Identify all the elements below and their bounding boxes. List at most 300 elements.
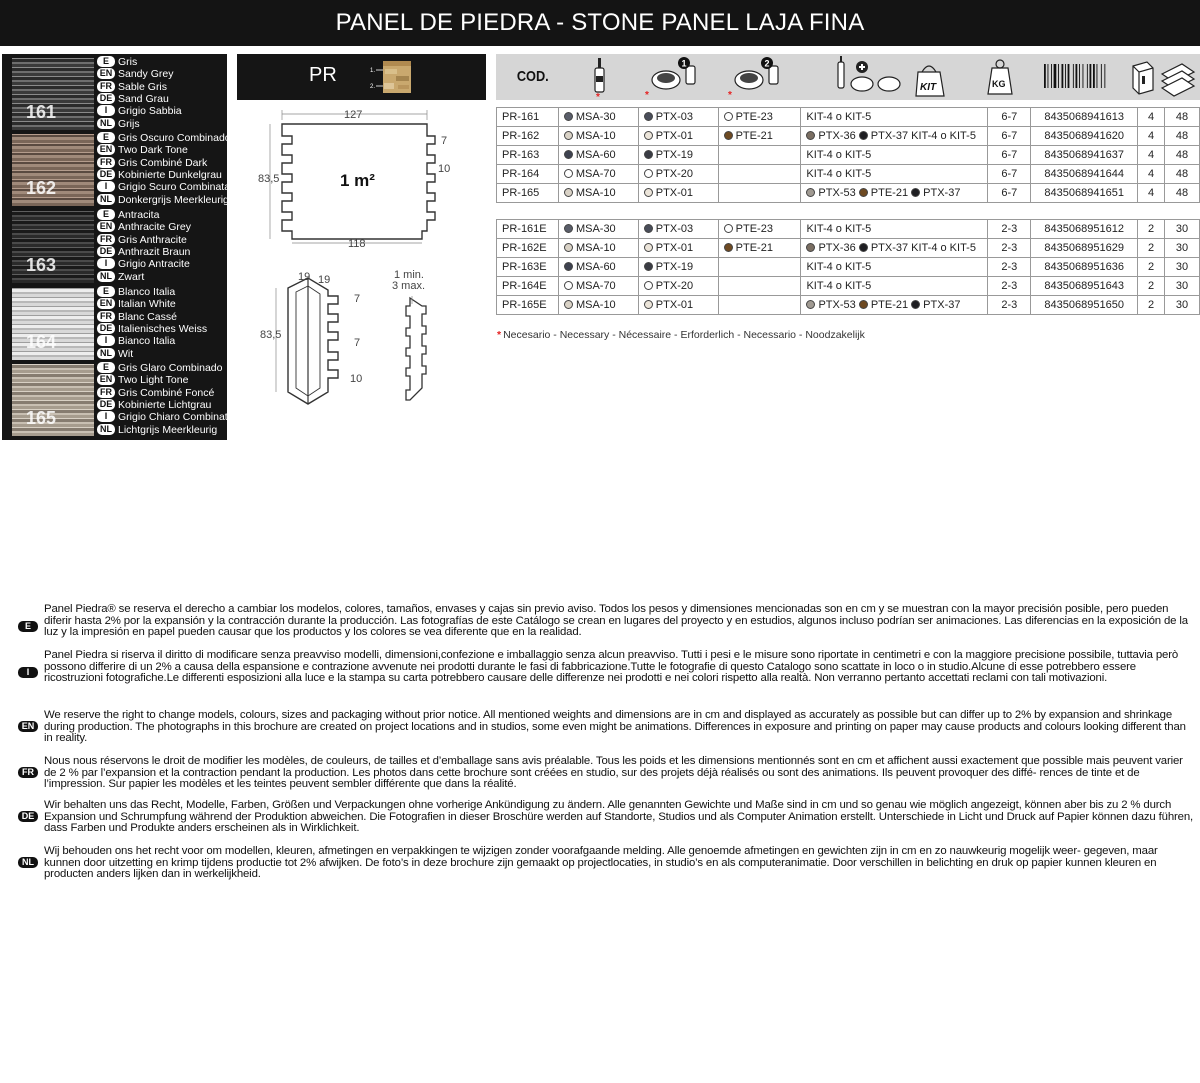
kit-cell [801, 127, 988, 146]
paint2-cell [718, 277, 801, 296]
paint1-code: PTX-20 [655, 168, 694, 180]
table-row [497, 165, 1200, 184]
paint-step-2-icon [728, 57, 778, 100]
color-name-line [97, 246, 190, 258]
sealant-cell [558, 165, 638, 184]
weight-cell: 2-3 [988, 277, 1031, 296]
kit-item: PTE-21 [870, 187, 909, 199]
sealant-cell [558, 146, 638, 165]
pallet-qty-cell: 48 [1165, 127, 1200, 146]
color-swatch-163 [2, 209, 227, 283]
language-tag: E [97, 362, 115, 373]
kit-cell [801, 108, 988, 127]
color-dot-icon [564, 131, 573, 140]
corner-tooth1-dimension: 7 [354, 293, 361, 305]
color-name: Donkergrijs Meerkleurig [118, 193, 229, 206]
color-name-line [97, 374, 188, 386]
language-tag: I [97, 411, 115, 422]
sealant-code: MSA-70 [575, 280, 616, 292]
color-dot-icon [564, 112, 573, 121]
color-name-line [97, 399, 211, 411]
step-2-number: 2 [764, 58, 770, 69]
table-row [497, 258, 1200, 277]
kg-label: KG [992, 79, 1006, 89]
kit-cell [801, 277, 988, 296]
color-dot-icon [564, 169, 573, 178]
paint2-code: PTE-21 [735, 242, 773, 254]
language-tag: DE [97, 169, 115, 180]
table-row [497, 127, 1200, 146]
color-name-line [97, 81, 167, 93]
color-dot-icon [644, 243, 653, 252]
weight-cell: 6-7 [988, 184, 1031, 203]
color-name: Kobinierte Lichtgrau [118, 398, 212, 411]
sealant-cell [558, 184, 638, 203]
svg-text:*: * [645, 90, 649, 100]
ean-cell: 8435068951612 [1031, 220, 1138, 239]
technical-drawing [240, 100, 490, 440]
color-name: Gris [118, 56, 138, 68]
color-dot-icon [564, 300, 573, 309]
language-tag: I [97, 181, 115, 192]
table-row [497, 239, 1200, 258]
product-code: PR-162 [497, 127, 559, 146]
language-tag: DE [97, 399, 115, 410]
color-dot-icon [564, 243, 573, 252]
ean-cell: 8435068941620 [1031, 127, 1138, 146]
language-tag: EN [97, 68, 115, 79]
color-name: Grigio Chiaro Combinata [118, 411, 234, 424]
color-dot-icon [644, 188, 653, 197]
language-tag: FR [18, 767, 38, 778]
pallet-qty-cell: 48 [1165, 146, 1200, 165]
paint1-code: PTX-01 [655, 242, 694, 254]
paint1-cell [638, 108, 718, 127]
color-dot-icon [564, 224, 573, 233]
sealant-cell [558, 127, 638, 146]
paint1-code: PTX-03 [655, 111, 694, 123]
box-qty-cell: 4 [1138, 184, 1165, 203]
color-name-line [97, 298, 176, 310]
kit-cell [801, 239, 988, 258]
color-name: Sand Grau [118, 92, 169, 105]
product-code: PR-161E [497, 220, 559, 239]
svg-text:*: * [728, 90, 732, 100]
color-name-line [97, 323, 207, 335]
language-tag: E [97, 132, 115, 143]
step-1-number: 1 [681, 58, 687, 69]
color-name: Antracita [118, 209, 160, 221]
language-tag: NL [97, 424, 115, 435]
paint2-cell [718, 146, 801, 165]
color-name: Lichtgrijs Meerkleurig [118, 423, 218, 436]
color-dot-icon [644, 112, 653, 121]
corner-piece-drawing [260, 271, 362, 404]
color-name-line [97, 93, 169, 105]
paint2-cell [718, 108, 801, 127]
kit-item: PTE-21 [870, 299, 909, 311]
ean-cell: 8435068951650 [1031, 296, 1138, 315]
language-tag: FR [97, 81, 115, 92]
pallet-qty-cell: 30 [1165, 220, 1200, 239]
color-name: Bianco Italia [118, 335, 176, 348]
paint2-cell [718, 239, 801, 258]
color-name-line [97, 271, 144, 283]
color-dot-icon [724, 224, 733, 233]
paint1-code: PTX-01 [655, 130, 694, 142]
pallet-qty-cell: 48 [1165, 108, 1200, 127]
color-name-line [97, 144, 188, 156]
paint2-code: PTE-21 [735, 130, 773, 142]
color-dot-icon [644, 224, 653, 233]
color-name: Grigio Antracite [118, 258, 190, 271]
kit-item: KIT-4 o KIT-5 [806, 280, 872, 292]
joint-max-label: 3 max. [392, 280, 426, 292]
kit-cell [801, 296, 988, 315]
sealant-code: MSA-10 [575, 242, 616, 254]
color-name-line [97, 132, 231, 144]
sealant-code: MSA-10 [575, 187, 616, 199]
tooth-dimension: 7 [441, 135, 448, 147]
paint2-cell [718, 127, 801, 146]
language-tag: I [18, 667, 38, 678]
disclaimer-text: Nous nous réservons le droit de modifier les modèles, de couleurs, de tailles et d’emballage sans avis préalable. Tous les poids et les dimensions mentionnés sont en cm et affichent aussi exactement que possible mais peuvent varier de 2 % par l’expansion et la contraction pendant la production. Les photos dans cette brochure sont créées en studio, sur des projets déjà réalisés ou sont des animations. Ils peuvent provoquer des diffé- rences de tinte et de l’impression. Sur papier les modèles et les teintes peuvent sembler différente que dans la réalité. [44, 755, 1183, 791]
sealant-code: MSA-10 [575, 130, 616, 142]
kit-item: PTX-37 [923, 187, 961, 199]
language-tag: NL [97, 194, 115, 205]
table-row [497, 220, 1200, 239]
ean-cell: 8435068941644 [1031, 165, 1138, 184]
sealant-code: MSA-30 [575, 223, 616, 235]
table-row [497, 184, 1200, 203]
kit-cell [801, 165, 988, 184]
paint1-cell [638, 146, 718, 165]
color-name: Two Light Tone [118, 374, 189, 387]
product-code: PR-162E [497, 239, 559, 258]
language-tag: NL [97, 271, 115, 282]
color-dot-icon [644, 281, 653, 290]
language-tag: EN [97, 144, 115, 155]
color-name: Two Dark Tone [118, 144, 188, 157]
product-code: PR-161 [497, 108, 559, 127]
color-dot-icon [806, 243, 815, 252]
weight-cell: 2-3 [988, 220, 1031, 239]
color-dot-icon [806, 188, 815, 197]
color-name: Italienisches Weiss [118, 322, 208, 335]
sealant-cell [558, 296, 638, 315]
corner-gap-dimension: 10 [350, 373, 363, 385]
language-tag: DE [97, 246, 115, 257]
color-name-line [97, 169, 222, 181]
color-name: Anthrazit Braun [118, 245, 191, 258]
box-qty-cell: 4 [1138, 108, 1165, 127]
color-name-line [97, 258, 190, 270]
weight-cell: 2-3 [988, 239, 1031, 258]
language-tag: DE [97, 93, 115, 104]
pallet-qty-cell: 30 [1165, 258, 1200, 277]
page-title: PANEL DE PIEDRA - STONE PANEL LAJA FINA [0, 0, 1200, 46]
pr-step-1: 1. [370, 68, 376, 74]
ean-cell: 8435068951629 [1031, 239, 1138, 258]
kit-item: PTX-37 KIT-4 o KIT-5 [870, 242, 976, 254]
product-code: PR-165 [497, 184, 559, 203]
sealant-code: MSA-30 [575, 111, 616, 123]
kit-item: PTX-37 [923, 299, 961, 311]
color-name-line [97, 335, 175, 347]
color-name-line [97, 286, 175, 298]
paint1-cell [638, 277, 718, 296]
paint1-code: PTX-01 [655, 187, 694, 199]
color-dot-icon [564, 281, 573, 290]
language-tag: NL [97, 348, 115, 359]
sealant-cell [558, 108, 638, 127]
color-name: Blanc Cassé [118, 310, 177, 323]
color-code: 162 [26, 178, 57, 198]
kit-item: KIT-4 o KIT-5 [806, 223, 872, 235]
color-name: Blanco Italia [118, 286, 176, 298]
paint1-cell [638, 127, 718, 146]
cod-header: COD. [516, 68, 549, 85]
paint1-cell [638, 239, 718, 258]
standard-panel-table [496, 107, 1200, 203]
color-name-line [97, 105, 182, 117]
panel-stack-icon [1162, 64, 1194, 96]
color-swatch-165 [2, 362, 234, 436]
color-name-line [97, 234, 187, 246]
pallet-qty-cell: 48 [1165, 165, 1200, 184]
box-qty-cell: 2 [1138, 258, 1165, 277]
flat-panel-drawing [258, 109, 450, 250]
language-tag: E [97, 209, 115, 220]
paint1-code: PTX-19 [655, 261, 694, 273]
table-row [497, 146, 1200, 165]
paint1-cell [638, 258, 718, 277]
box-icon [1133, 62, 1153, 94]
color-dot-icon [724, 112, 733, 121]
paint1-cell [638, 165, 718, 184]
color-name: Gris Combiné Foncé [118, 386, 215, 399]
ean-cell: 8435068941637 [1031, 146, 1138, 165]
table-header-bar [496, 54, 1200, 100]
color-name-line [97, 181, 230, 193]
color-dot-icon [859, 300, 868, 309]
svg-text:*: * [596, 92, 600, 100]
color-dot-icon [644, 150, 653, 159]
language-tag: DE [97, 323, 115, 334]
corner-a-dimension: 19 [298, 271, 311, 283]
sealant-code: MSA-70 [575, 168, 616, 180]
sealant-cell [558, 220, 638, 239]
language-tag: I [97, 258, 115, 269]
color-name-line [97, 194, 229, 206]
language-tag: DE [18, 811, 38, 822]
pallet-qty-cell: 48 [1165, 184, 1200, 203]
ean-cell: 8435068941613 [1031, 108, 1138, 127]
color-dot-icon [724, 243, 733, 252]
paint1-code: PTX-19 [655, 149, 694, 161]
language-tag: FR [97, 311, 115, 322]
disclaimer-text: Panel Piedra® se reserva el derecho a cambiar los modelos, colores, tamaños, envases y cajas sin previo aviso. Todos los pesos y dimensiones mencionadas son en cm y se muestran con la mayor precisión posible, pero pueden diferir hasta 2% por la expansión y la contracción durante la producción. Las fotografías de este Catálogo se crean en lugares del proyecto y en estudios, algunos incluso podrían ser animaciones. Las diferencias en la exposición de la luz y la impresión en papel pueden causar que los productos y los colores se vea diferente que en la realidad. [44, 603, 1188, 639]
language-tag: NL [18, 857, 38, 868]
corner-height-dimension: 83,5 [260, 329, 282, 341]
kit-label: KIT [920, 82, 937, 93]
area-label: 1 m² [340, 171, 375, 190]
weight-cell: 6-7 [988, 146, 1031, 165]
disclaimer-text: Wij behouden ons het recht voor om modellen, kleuren, afmetingen en verpakkingen te wijzigen zonder voorafgaande melding. Alle genoemde afmetingen en gewichten zijn in cm en zo nauwkeurig mogelijk weer- gegeven, maar kunnen door uitzetting en krimp tijdens productie tot 2% afwijken. De foto’s in deze brochure zijn gemaakt op projectlocaties, in studio’s en als computeranimatie. Door verschillen in belichting en druk op papier kunnen kleuren en producten anders lijken dan in werkelijkheid. [44, 845, 1158, 881]
sealant-code: MSA-10 [575, 299, 616, 311]
color-code: 164 [26, 332, 57, 352]
sealant-cell [558, 277, 638, 296]
language-tag: NL [97, 118, 115, 129]
color-dot-icon [724, 131, 733, 140]
color-name: Sable Gris [118, 80, 168, 93]
product-code: PR-164E [497, 277, 559, 296]
width-bottom-dimension: 118 [348, 238, 366, 250]
pallet-qty-cell: 30 [1165, 239, 1200, 258]
language-tag: I [97, 105, 115, 116]
product-code: PR-165E [497, 296, 559, 315]
weight-cell: 6-7 [988, 165, 1031, 184]
kit-item: PTX-36 [818, 130, 856, 142]
paint2-code: PTE-23 [735, 111, 773, 123]
paint-step-1-icon [645, 57, 695, 100]
kit-cell [801, 184, 988, 203]
language-tag: FR [97, 387, 115, 398]
stone-panel-thumbnail-icon [368, 58, 414, 96]
paint2-cell [718, 184, 801, 203]
weight-cell: 6-7 [988, 108, 1031, 127]
kit-item: KIT-4 o KIT-5 [806, 149, 872, 161]
color-dot-icon [806, 300, 815, 309]
paint1-cell [638, 184, 718, 203]
barcode-icon [1044, 64, 1105, 88]
color-dot-icon [644, 300, 653, 309]
pallet-qty-cell: 30 [1165, 296, 1200, 315]
language-tag: EN [18, 721, 38, 732]
color-dot-icon [564, 262, 573, 271]
product-code: PR-163E [497, 258, 559, 277]
language-tag: E [97, 56, 115, 67]
color-name: Grijs [118, 117, 140, 130]
product-code: PR-164 [497, 165, 559, 184]
joint-profile-drawing [392, 269, 426, 400]
corner-b-dimension: 19 [318, 274, 331, 286]
color-name: Gris Anthracite [118, 233, 187, 246]
paint2-code: PTE-23 [735, 223, 773, 235]
paint1-cell [638, 220, 718, 239]
language-tag: E [97, 286, 115, 297]
sealant-code: MSA-60 [575, 261, 616, 273]
color-name: Italian White [118, 298, 176, 311]
language-tag: E [18, 621, 38, 632]
kit-item: PTX-53 [818, 187, 856, 199]
product-code: PR-163 [497, 146, 559, 165]
disclaimer-text: Panel Piedra si riserva il diritto di modificare senza preavviso modelli, dimensioni,confezione e imballaggio senza alcun preavviso. Tutti i pesi e le misure sono riportate in centimetri e con la maggiore precisione possibile, tuttavia però possono differire di un 2% a causa della espansione e contrazione avvenute nei prodotti durante le fasi di fabbricazione.Tutte le fotografie di questo Catalogo sono scattate in loco o in studio.Alcune di esse potrebbero essere ricostruzioni fotografiche.Le differenti esposizioni alla luce e la stampa su carta potrebbero causare delle differenze nei prodotti e nei colori rispetto alla realtà. Non verranno pertanto accettati reclami con tali motivazioni. [44, 649, 1179, 685]
joint-min-label: 1 min. [394, 269, 424, 281]
color-name-line [97, 387, 214, 399]
kit-item: KIT-4 o KIT-5 [806, 261, 872, 273]
language-tag: EN [97, 298, 115, 309]
pallet-qty-cell: 30 [1165, 277, 1200, 296]
color-name-line [97, 362, 222, 374]
required-asterisk-icon: * [497, 329, 502, 341]
color-name-line [97, 221, 191, 233]
color-swatch-161 [2, 56, 227, 130]
kit-cell [801, 146, 988, 165]
color-code: 163 [26, 255, 57, 275]
weight-cell: 6-7 [988, 127, 1031, 146]
color-name: Gris Combiné Dark [118, 156, 208, 169]
paint1-cell [638, 296, 718, 315]
paint2-cell [718, 296, 801, 315]
required-note-text: Necesario - Necessary - Nécessaire - Erforderlich - Necessario - Noodzakelijk [503, 329, 865, 341]
color-dot-icon [859, 243, 868, 252]
table-row [497, 277, 1200, 296]
color-dot-icon [644, 131, 653, 140]
color-name-line [97, 424, 217, 436]
language-tag: FR [97, 157, 115, 168]
height-dimension: 83,5 [258, 173, 280, 185]
color-dot-icon [911, 188, 920, 197]
kit-item: PTX-37 KIT-4 o KIT-5 [870, 130, 976, 142]
color-name-line [97, 348, 133, 360]
pr-step-2: 2. [370, 84, 376, 90]
pr-product-box [237, 54, 486, 100]
kit-item: PTX-53 [818, 299, 856, 311]
color-dot-icon [644, 169, 653, 178]
sealant-cell [558, 258, 638, 277]
paint1-code: PTX-03 [655, 223, 694, 235]
color-dot-icon [644, 262, 653, 271]
paint2-cell [718, 165, 801, 184]
color-name-line [97, 209, 159, 221]
ean-cell: 8435068941651 [1031, 184, 1138, 203]
ean-cell: 8435068951643 [1031, 277, 1138, 296]
color-dot-icon [911, 300, 920, 309]
box-qty-cell: 4 [1138, 146, 1165, 165]
color-name-line [97, 311, 177, 323]
required-note [497, 329, 865, 341]
kit-item: KIT-4 o KIT-5 [806, 168, 872, 180]
color-dot-icon [859, 131, 868, 140]
sealant-cell [558, 239, 638, 258]
paint2-cell [718, 258, 801, 277]
color-dot-icon [859, 188, 868, 197]
gap-dimension: 10 [438, 163, 451, 175]
color-name: Zwart [118, 270, 145, 283]
kit-item: PTX-36 [818, 242, 856, 254]
sealant-code: MSA-60 [575, 149, 616, 161]
box-qty-cell: 2 [1138, 220, 1165, 239]
color-dot-icon [564, 188, 573, 197]
color-name: Anthracite Grey [118, 221, 191, 234]
box-qty-cell: 2 [1138, 277, 1165, 296]
corner-tooth2-dimension: 7 [354, 337, 361, 349]
kit-cell [801, 220, 988, 239]
color-code: 165 [26, 408, 57, 428]
color-name: Kobinierte Dunkelgrau [118, 168, 222, 181]
weight-cell: 2-3 [988, 258, 1031, 277]
kit-icon [838, 56, 944, 96]
box-qty-cell: 2 [1138, 296, 1165, 315]
color-name: Sandy Grey [118, 68, 174, 81]
language-tag: EN [97, 374, 115, 385]
color-name: Gris Oscuro Combinado [118, 132, 231, 144]
language-tag: I [97, 335, 115, 346]
color-name-line [97, 118, 140, 130]
header-icons [556, 54, 1196, 100]
color-code: 161 [26, 102, 57, 122]
